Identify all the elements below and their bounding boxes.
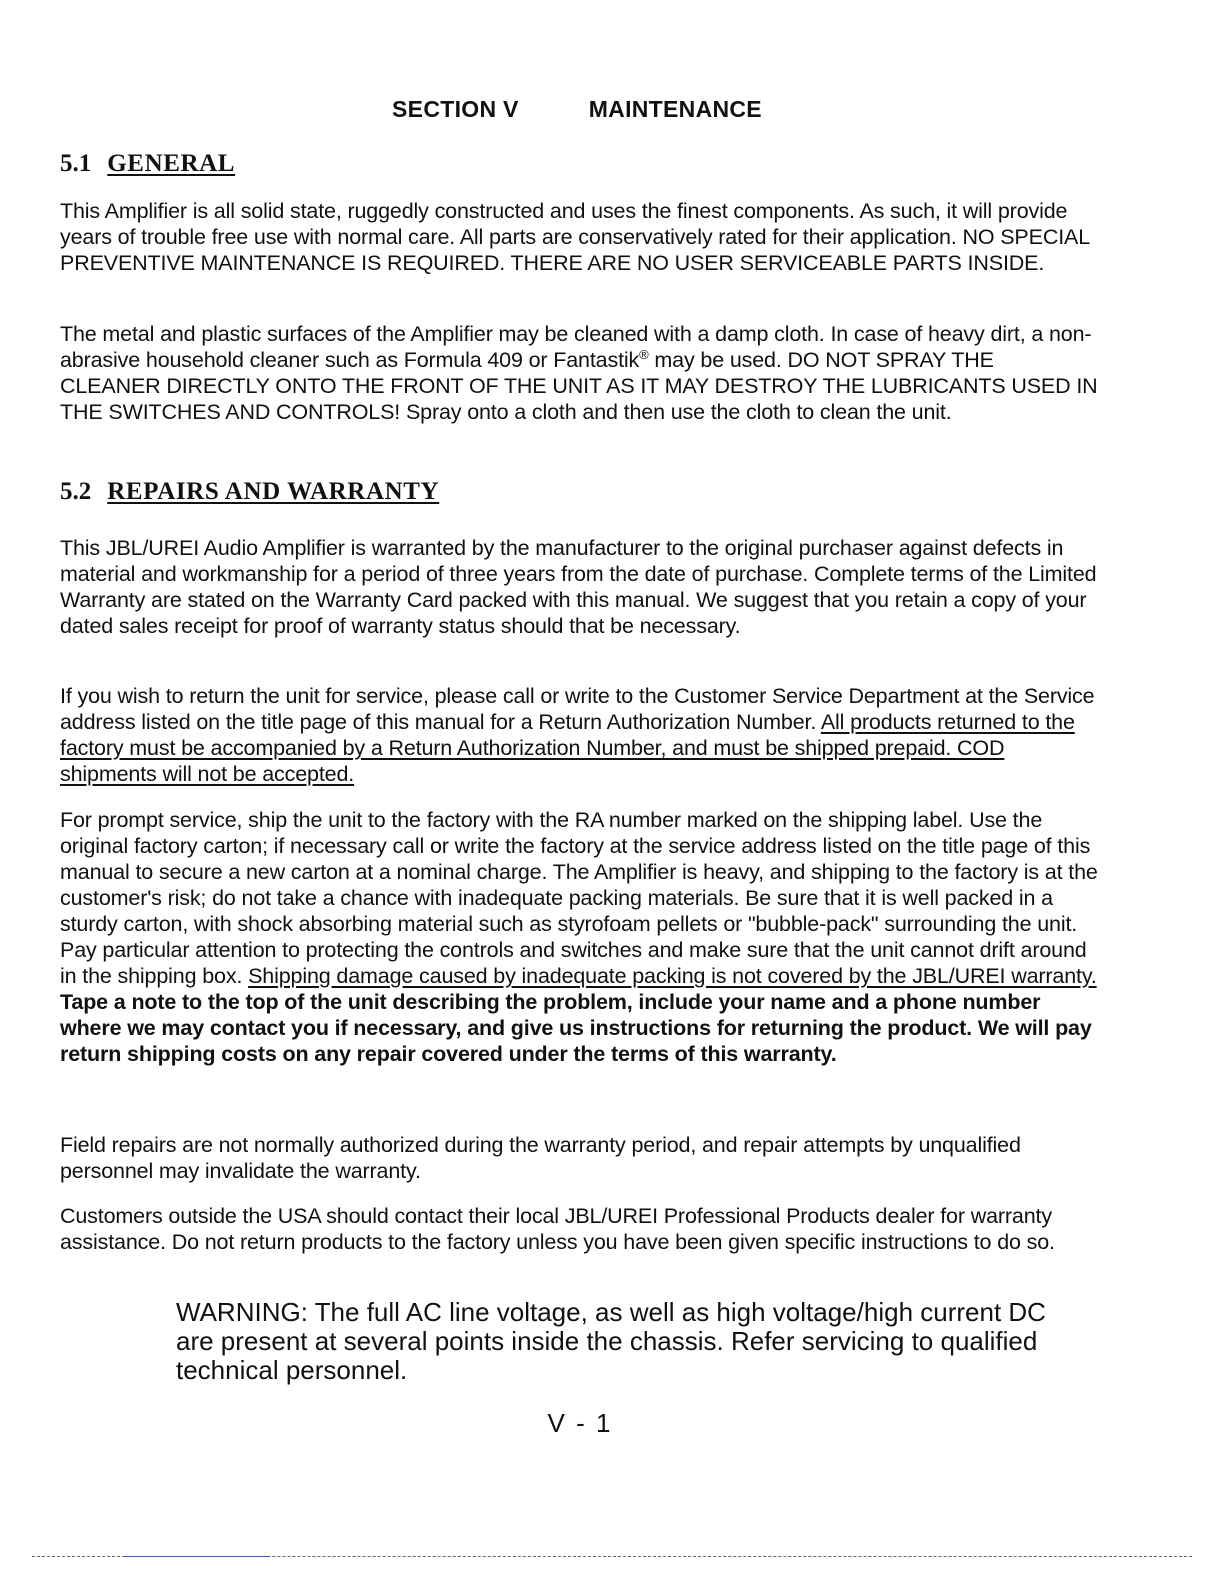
page-number: V - 1	[547, 1408, 613, 1438]
general-paragraph-2	[60, 321, 1100, 425]
paragraph-text: This Amplifier is all solid state, ruggedly constructed and uses the finest components. As such, it will provide years of trouble free use with normal care. All parts are conservatively rated for their application. NO SPECIAL PREVENTIVE MAINTENANCE IS REQUIRED. THERE ARE NO USER SERVICEABLE PARTS INSIDE.	[60, 199, 1090, 275]
paragraph-text: For prompt service, ship the unit to the factory with the RA number marked on the shipping label. Use the original factory carton; if necessary call or write the factory at the service address listed on the title page of this manual to secure a new carton at a nominal charge. The Amplifier is heavy, and shipping to the factory is at the customer's risk; do not take a chance with inadequate packing materials. Be sure that it is well packed in a sturdy carton, with shock absorbing material such as styrofoam pellets or "bubble-pack" surrounding the unit. Pay particular attention to protecting the controls and switches and make sure that the unit cannot drift around in the shipping box.	[60, 808, 1098, 988]
warning-notice: WARNING: The full AC line voltage, as well as high voltage/high current DC are present at several points inside the chassis. Refer servicing to qualified technical personnel.	[176, 1297, 1046, 1385]
paragraph-text: If you wish to return the unit for service, please call or write to the Customer Service Department at the Service address listed on the title page of this manual for a Return Authorization Number.	[60, 684, 1095, 734]
registered-mark: ®	[639, 346, 649, 362]
paragraph-text: The metal and plastic surfaces of the Amplifier may be cleaned with a damp cloth. In case of heavy dirt, a non-abrasive household cleaner such as Formula 409 or Fantastik	[60, 322, 1092, 372]
paragraph-text: Customers outside the USA should contact their local JBL/UREI Professional Products dealer for warranty assistance. Do not return products to the factory unless you have been given specific instructions to do so.	[60, 1204, 1055, 1254]
section-header	[0, 96, 1154, 123]
underlined-notice: All products returned to the factory must be accompanied by a Return Authorization Number, and must be shipped prepaid. COD shipments will not be accepted.	[60, 710, 1075, 786]
paragraph-text: This JBL/UREI Audio Amplifier is warranted by the manufacturer to the original purchaser against defects in material and workmanship for a period of three years from the date of purchase. Complete terms of the Limited Warranty are stated on the Warranty Card packed with this manual. We suggest that you retain a copy of your dated sales receipt for proof of warranty status should that be necessary.	[60, 536, 1097, 638]
underlined-notice: Shipping damage caused by inadequate packing is not covered by the JBL/UREI warranty.	[248, 964, 1097, 988]
heading-title: REPAIRS AND WARRANTY	[107, 478, 440, 505]
footer-rule-accent	[124, 1556, 270, 1557]
heading-number: 5.2	[60, 478, 92, 505]
section-title: MAINTENANCE	[588, 96, 762, 122]
heading-5-1	[60, 150, 235, 178]
paragraph-text: Field repairs are not normally authorized during the warranty period, and repair attempts by unqualified personnel may invalidate the warranty.	[60, 1133, 1021, 1183]
warranty-paragraph-3	[60, 807, 1100, 1067]
heading-number: 5.1	[60, 150, 92, 177]
warranty-paragraph-4	[60, 1132, 1100, 1184]
warranty-paragraph-1	[60, 535, 1100, 639]
paragraph-text: Tape a note to the top of the unit describing the problem, include your name and a phone number where we may contact you if necessary, and give us instructions for returning the product. We will pay return shipping costs on any repair covered under the terms of this warranty.	[60, 990, 1092, 1066]
warranty-paragraph-5	[60, 1203, 1100, 1255]
general-paragraph-1	[60, 198, 1100, 276]
section-label: SECTION V	[392, 96, 519, 122]
heading-title: GENERAL	[107, 150, 236, 177]
heading-5-2	[60, 478, 439, 506]
warranty-paragraph-2	[60, 683, 1100, 787]
paragraph-text: may be used. DO NOT SPRAY THE CLEANER DIRECTLY ONTO THE FRONT OF THE UNIT AS IT MAY DESTROY THE LUBRICANTS USED IN THE SWITCHES AND CONTROLS! Spray onto a cloth and then use the cloth to clean the unit.	[60, 348, 1098, 424]
